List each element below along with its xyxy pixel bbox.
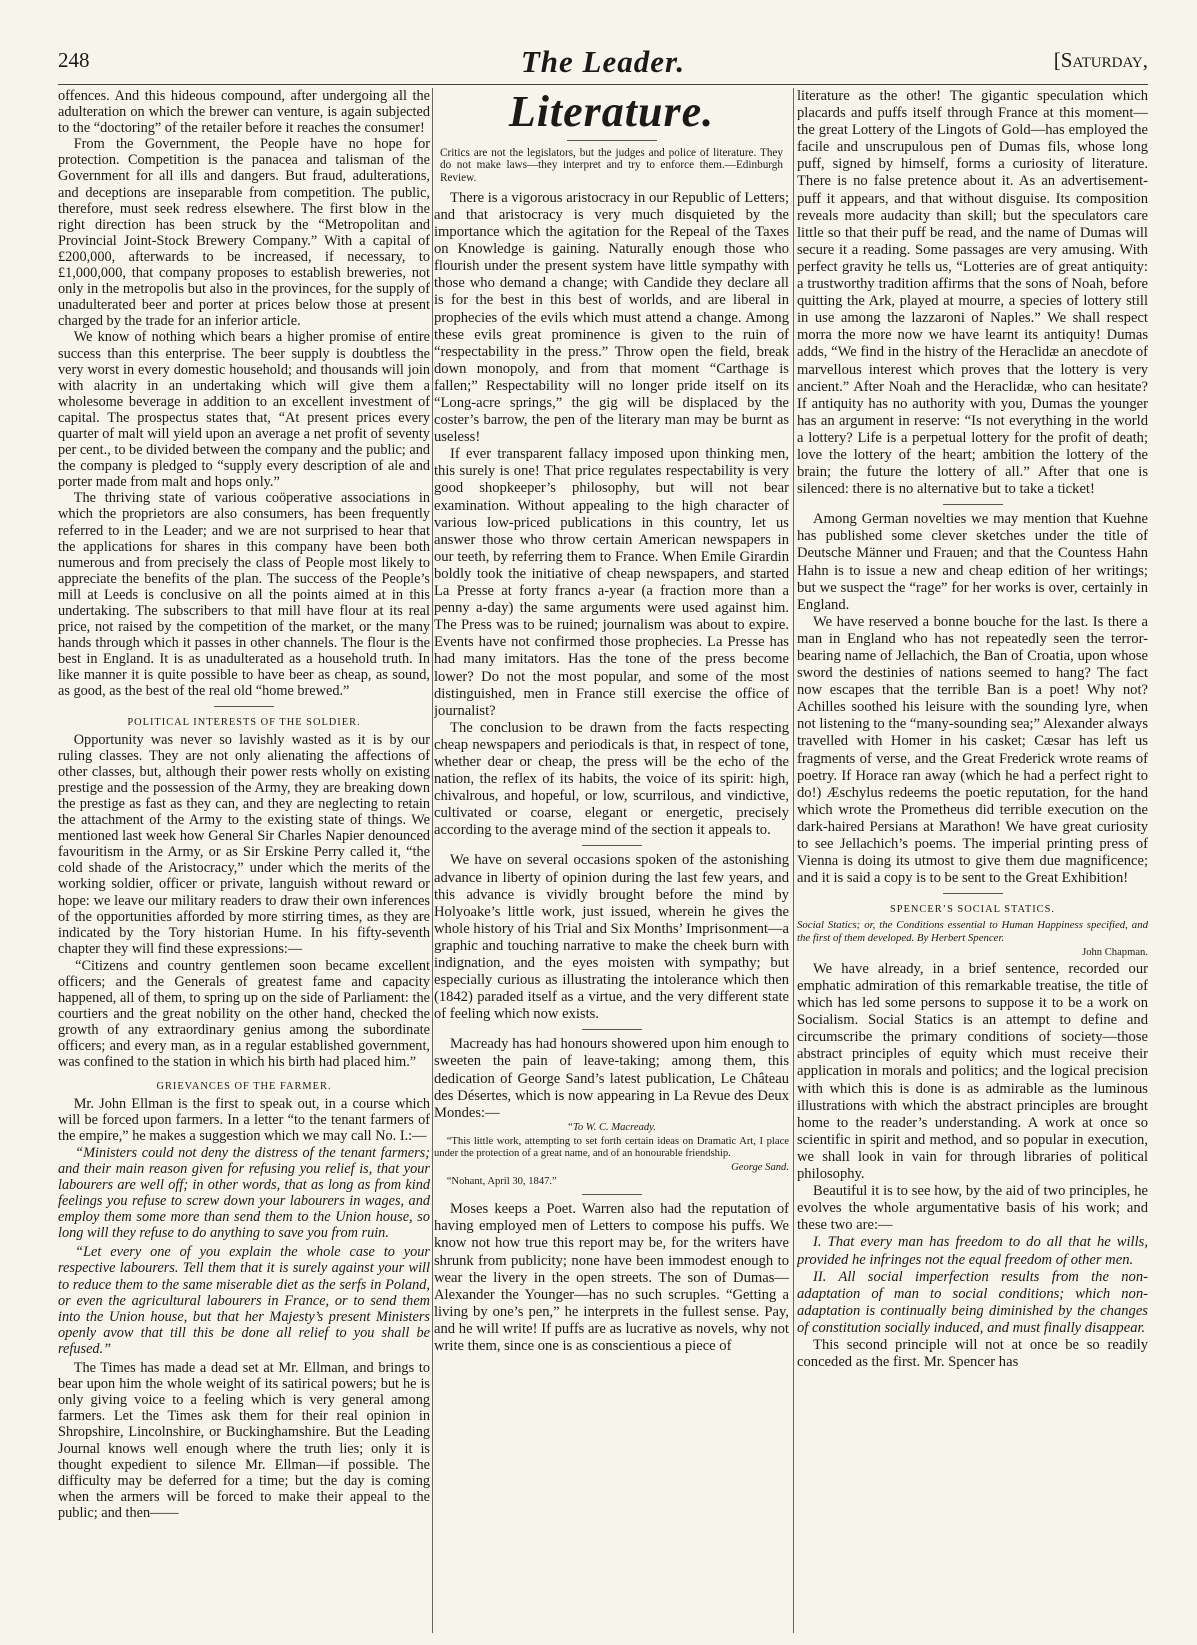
review-publisher: John Chapman.: [1082, 946, 1148, 958]
page-number: 248: [58, 48, 90, 72]
divider: [214, 706, 274, 707]
divider: [943, 504, 1003, 505]
review-title: Social Statics; or, the Conditions essential to Human Happiness specified, and the first of them developed. By Herbert Spencer.: [797, 919, 1148, 944]
paragraph: Among German novelties we may mention that Kuehne has published some clever sketches under the title of Deutsche Männer und Frauen; and that the Countess Hahn Hahn is to issue a new and cheap edition of her writings; but we suspect the “rage” for her works is over, certainly in England.: [797, 511, 1148, 613]
paragraph: The thriving state of various coöperative associations in which the proprietors are also consumers, has been frequently referred to in the Leader; and we are not surprised to hear that the applications for shares in this company have been both numerous and from precisely the class of People most likely to appreciate the benefits of the plan. The success of the People’s mill at Leeds is conclusive on all the points aimed at in this undertaking. The subscribers to that mill have flour at its real price, not raised by the competition of the market, or the many hands through which it passes in other channels. The flour is the best in England. It is as unadulterated as a household truth. In like manner it is quite possible to have beer as cheap, as sound, as good, as the best of the real old “home brewed.”: [58, 490, 430, 700]
block-quote: “Ministers could not deny the distress of the tenant farmers; and their main reason given for refusing you relief is, that your labourers are well off; in other words, that as long as from kind feelings you refuse to screw down your labourers in wages, and employ them some more than send them to the Union house, so long will they refuse to do anything to save you from ruin.: [58, 1144, 430, 1242]
dedication-signature: George Sand.: [731, 1162, 789, 1174]
divider: [582, 1194, 642, 1195]
paragraph: Mr. John Ellman is the first to speak out, in a course which will be forced upon farmers. In a letter “to the tenant farmers of the empire,” he makes a suggestion which we may call No. I.:—: [58, 1095, 430, 1144]
block-quote: “Citizens and country gentlemen soon became excellent officers; and the Generals of greatest fame and capacity happened, all of them, to spring up on the side of Parliament: the courtiers and the great nobility on the other hand, checked the growth of any extraordinary genius among the subordinate officers; and every man, as in a regular established government, was confined to the station in which his birth had placed him.”: [58, 957, 430, 1071]
principle-one: I. That every man has freedom to do all that he wills, provided he infringes not the equal freedom of other men.: [797, 1234, 1148, 1268]
dedication-to: “To W. C. Macready.: [567, 1121, 656, 1133]
paragraph: From the Government, the People have no hope for protection. Competition is the panacea and talisman of the Government for all ills and dangers. But fraud, adulterations, and deceptions are inseparable from competition. The public, therefore, must seek redress elsewhere. The first blow in the right direction has been struck by the “Metropolitan and Provincial Joint-Stock Brewery Company.” With a capital of £200,000, afterwards to be increased, if necessary, to £1,000,000, that company proposes to establish breweries, not only in the metropolis but also in the provinces, for the supply of unadulterated beer and porter at prices below those at present charged by the trade for an inferior article.: [58, 136, 430, 330]
paragraph: Beautiful it is to see how, by the aid of two principles, he evolves the whole argumentative basis of his work; and these two are:—: [797, 1183, 1148, 1234]
motto: Critics are not the legislators, but the judges and police of literature. They do not make laws—they interpret and try to enforce them.—Edinburgh Review.: [440, 147, 783, 184]
paragraph: Opportunity was never so lavishly wasted as it is by our ruling classes. They are not only alienating the affections of other classes, but, although their power rests wholly on existing prestige and the possession of the Army, they are breaking down the prestige as fast as they can, and they are neglecting to retain the attachment of the Army to the existing state of things. We mentioned last week how General Sir Charles Napier denounced favouritism in the Army, or as Sir Erskine Perry called it, “the cold shade of the Aristocracy,” under which the merits of the working soldier, officer or private, languish without reward or hope: we leave our military readers to draw their own inferences of the opportunities afforded by more stirring times, as they are indicated by the Tory historian Hume. In his fifty-seventh chapter they will find these expressions:—: [58, 731, 430, 957]
paragraph: We know of nothing which bears a higher promise of entire success than this enterprise. The beer supply is doubtless the very worst in every domestic household; and thousands will join with alacrity in an undertaking which will give them a wholesome beverage in addition to an excellent investment of capital. The prospectus states that, “At present prices every quarter of malt will yield upon an average a net profit of seventy per cent., to be divided between the company and the public; and the company is pledged to “supply every description of ale and porter made from malt and hops only.”: [58, 329, 430, 491]
column-divider: [793, 88, 794, 1633]
paragraph: We have reserved a bonne bouche for the last. Is there a man in England who has not repeatedly seen the terror-bearing name of Jellachich, the Ban of Croatia, upon whose sword the destinies of nations seemed to hang? The fact now escapes that the terrible Ban is a poet! Why not? Achilles soothed his leisure with the sounding lyre, when not listening to the “many-sounding sea;” Alexander always travelled with Homer in his casket; Cæsar has left us fragments of verse, and the Great Frederick wrote reams of poetry. If Horace ran away (which he had a perfect right to do!) Æschylus redeems the poetic reputation, for the hand which wrote the Prometheus did terrible execution on the dark-haired Persians at Marathon! We have great curiosity to see Jellachich’s poems. The imperial printing press of Vienna is doing its utmost to give them due magnificence; and it is said a copy is to be sent to the Great Exhibition!: [797, 613, 1148, 887]
paragraph: Macready has had honours showered upon him enough to sweeten the pain of leave-taking; among them, this dedication of George Sand’s latest publication, Le Château des Désertes, which is now appearing in La Revue des Deux Mondes:—: [434, 1036, 789, 1121]
column-divider: [432, 88, 433, 1633]
paragraph: The conclusion to be drawn from the facts respecting cheap newspapers and periodicals is that, in respect of tone, whether dear or cheap, the press will be the echo of the nation, the reflex of its habits, the voice of its spirit: high, chivalrous, and hopeful, or low, scurrilous, and vindictive, cultivated or coarse, elegant or energetic, precisely according to the average mind of the section it appeals to.: [434, 719, 789, 839]
divider: [582, 1029, 642, 1030]
column-1: [58, 88, 430, 1636]
paragraph: We have on several occasions spoken of the astonishing advance in liberty of opinion during the last few years, and this advance is vividly brought before the mind by Holyoake’s little work, just issued, wherein he gives the whole history of his Trial and Six Months’ Imprisonment—a graphic and touching narrative to make the cheek burn with indignation, and the eyes moisten with sympathy; but especially curious as illustrating the intolerance which then (1842) paraded itself as a virtue, and the very different state of feeling which now exists.: [434, 852, 789, 1023]
block-quote: “Let every one of you explain the whole case to your respective labourers. Tell them that it is surely against your will to reduce them to the same miserable diet as the serfs in Poland, or even the agricultural labourers in France, or to send them into the Union house, but that her Majesty’s present Ministers openly avow that till this be done all relief to you shall be refused.”: [58, 1244, 430, 1357]
column-3: [797, 88, 1148, 1636]
dedication-text: “This little work, attempting to set forth certain ideas on Dramatic Art, I place under the protection of a great name, and of an honourable friendship.: [434, 1135, 789, 1159]
paragraph: The Times has made a dead set at Mr. Ellman, and brings to bear upon him the whole weight of its satirical powers; but he is only giving voice to a feeling which is very general among farmers. Let the Times ask them for their real opinion in Shropshire, Lincolnshire, or Buckinghamshire. But the Leading Journal knows well enough where the truth lies; only it is thought expedient to silence Mr. Ellman—if possible. The difficulty may be deferred for a time; but the day is coming when the armers will be forced to make their appeal to the public; and then——: [58, 1360, 430, 1521]
column-2: [434, 88, 789, 1636]
section-heading: POLITICAL INTERESTS OF THE SOLDIER.: [127, 716, 361, 728]
dedication-date: “Nohant, April 30, 1847.”: [446, 1176, 557, 1188]
section-heading: GRIEVANCES OF THE FARMER.: [156, 1080, 332, 1092]
masthead: [58, 44, 1148, 84]
paragraph: There is a vigorous aristocracy in our Republic of Letters; and that aristocracy is very much disquieted by the importance which the agitation for the Repeal of the Taxes on Knowledge is gaining. Naturally enough those who flourish under the present system have little sympathy with those who demand a change; with Candide they declare all is for the best in this best of worlds, and are liberal in prophecies of the evils which must attend a change. Among these evils great prominence is given to the ruin of “respectability in the press.” Throw open the field, break down monopoly, and from that moment “Carthage is fallen;” Respectability will no longer pride itself on its “Long-acre springs,” the gig will be displaced by the coster’s barrow, the pen of the literary man may be burnt as useless!: [434, 189, 789, 446]
section-title: Literature.: [508, 88, 715, 136]
paragraph: We have already, in a brief sentence, recorded our emphatic admiration of this remarkable treatise, the title of which has led some persons to suppose it to be a work on Socialism. Social Statics is an attempt to define and circumscribe the primary conditions of society—those abstract principles of equity which must receive their application in morals and politics; and the logical precision with which this is done is as admirable as the luminous illustrations with which the abstract principles are brought home to the reader’s understanding. A work at once so scientific in spirit and method, and so popular in execution, we shall look in vain for through libraries of political philosophy.: [797, 960, 1148, 1183]
paragraph: offences. And this hideous compound, after undergoing all the adulteration on which the brewer can venture, is again subjected to the “doctoring” of the retailer before it reaches the consumer!: [58, 88, 430, 137]
paragraph: literature as the other! The gigantic speculation which placards and puffs itself through France at this moment—the great Lottery of the Lingots of Gold—has employed the facile and unscrupulous pen of Dumas fils, whose long puff, signed by himself, forms a curiosity of literature. There is no false pretence about it. As an advertisement-puff it appears, and that without disguise. Its composition reveals more audacity than skill; but the speculators care little so that their puff be read, and the name of Dumas will secure it a reading. Some passages are very amusing. With perfect gravity he tells us, “Lotteries are of great antiquity: a trustworthy tradition affirms that the sons of Noah, before quitting the Ark, played at mourre, a species of lottery still in use among the lazzaroni of Naples.” We shall respect morra the more now we have learnt its antiquity! Dumas adds, “We find in the histry of the Heraclidæ an anecdote of marvellous interest which proves that the lottery is very ancient.” After Noah and the Heraclidæ, who can hesitate? If antiquity has no authority with you, Dumas the younger has an argument in reserve: “Is not everything in the world a lottery? Life is a perpetual lottery for the profit of death; love the lottery of the heart; ambition the lottery of the brain; the future the lottery of all.” After that one is silenced: there is no alternative but to take a ticket!: [797, 88, 1148, 498]
divider: [943, 893, 1003, 894]
paragraph: If ever transparent fallacy imposed upon thinking men, this surely is one! That price regulates respectability is very good shopkeeper’s philosophy, but will not bear examination. Without appealing to the high character of various low-priced publications in this country, let us answer those who throw certain American newspapers in our teeth, by referring them to France. When Emile Girardin boldly took the initiative of cheap newspapers, and started La Presse at forty francs a-year (a fraction more than a penny a-day) the same arguments were used against him. The Press was to be ruined; journalism was about to expire. Events have not confirmed those prophecies. La Presse has had many imitators. Has the tone of the press become lower? Do not the most popular, and some of the most distinguished, men in France still exercise the office of journalist?: [434, 446, 789, 719]
section-heading: SPENCER’S SOCIAL STATICS.: [890, 904, 1055, 916]
header-rule: [58, 84, 1148, 85]
divider: [582, 845, 642, 846]
newspaper-title: The Leader.: [520, 44, 686, 79]
principle-two: II. All social imperfection results from the non-adaptation of man to social conditions; which non-adaptation is continually being diminished by the changes of constitution socially induced, and must finally disappear.: [797, 1268, 1148, 1336]
date-line: [Saturday,: [1053, 48, 1148, 72]
paragraph: Moses keeps a Poet. Warren also had the reputation of having employed men of Letters to compose his puffs. We know not how true this report may be, for the writers have shrunk from publicity; none have been immodest enough to wear the livery in the open streets. The son of Dumas—Alexander the Younger—has no such scruples. “Getting a living by one’s pen,” he interprets in the fullest sense. Pay, and he will write! If puffs are as lucrative as novels, why not write them, since one is as conscientious a piece of: [434, 1201, 789, 1354]
paragraph: This second principle will not at once be so readily conceded as the first. Mr. Spencer has: [797, 1336, 1148, 1371]
divider: [567, 140, 657, 141]
